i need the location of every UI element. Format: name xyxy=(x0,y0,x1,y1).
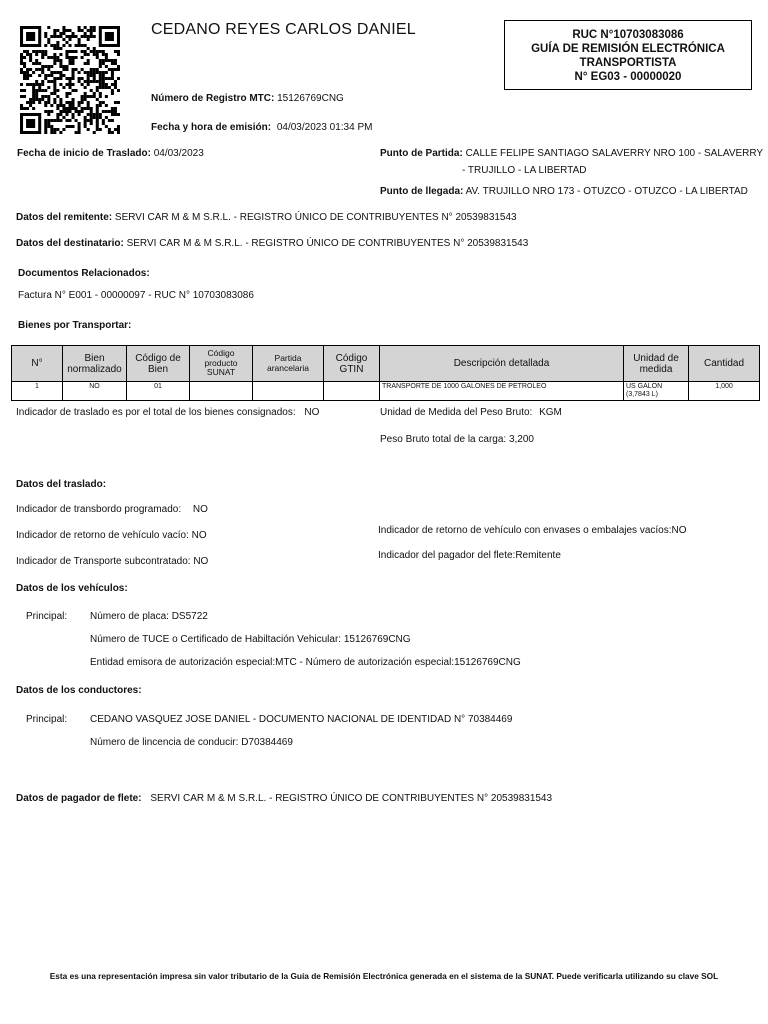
punto-partida xyxy=(380,148,763,159)
llegada-label: Punto de llegada: xyxy=(380,186,464,197)
cell-partida xyxy=(253,382,324,401)
col-header-cantidad: Cantidad xyxy=(689,346,760,382)
cell-cantidad: 1,000 xyxy=(689,382,760,401)
table-row xyxy=(12,382,760,401)
destinatario-value: SERVI CAR M & M S.R.L. - REGISTRO ÚNICO DE CONTRIBUYENTES N° 20539831543 xyxy=(126,238,529,249)
vehiculo-principal-label: Principal: xyxy=(26,611,68,622)
transbordo-value: NO xyxy=(192,504,208,515)
retorno-vacio: Indicador de retorno de vehículo vacío: NO xyxy=(16,530,207,541)
transporte-subcontratado: Indicador de Transporte subcontratado: NO xyxy=(16,556,209,567)
company-name: CEDANO REYES CARLOS DANIEL xyxy=(151,21,416,38)
footer-disclaimer: Esta es una representación impresa sin valor tributario de la Guía de Remisión Electrónica generada en el sistema de la SUNAT. Puede verificarla utilizando su clave SOL xyxy=(49,971,719,981)
retorno-envases: Indicador de retorno de vehículo con envases o embalajes vacíos:NO xyxy=(378,525,687,536)
col-header-codigo-bien: Código de Bien xyxy=(127,346,190,382)
cell-codigo-bien: 01 xyxy=(127,382,190,401)
peso-bruto: Peso Bruto total de la carga: 3,200 xyxy=(380,434,534,445)
punto-llegada xyxy=(380,186,748,197)
vehiculos-title: Datos de los vehículos: xyxy=(16,583,128,594)
cell-unidad: US GALON (3,7843 L) xyxy=(624,382,689,401)
llegada-value: AV. TRUJILLO NRO 173 - OTUZCO - OTUZCO - LA LIBERTAD xyxy=(465,186,748,197)
doc-type-line2: TRANSPORTISTA xyxy=(579,57,677,69)
col-header-partida: Partida arancelaria xyxy=(253,346,324,382)
remitente-value: SERVI CAR M & M S.R.L. - REGISTRO ÚNICO DE CONTRIBUYENTES N° 20539831543 xyxy=(114,212,517,223)
registro-mtc-value: 15126769CNG xyxy=(277,93,344,104)
licencia-conducir: Número de lincencia de conducir: D70384469 xyxy=(90,737,293,748)
registro-mtc-label: Número de Registro MTC: xyxy=(151,93,275,104)
documentos-title: Documentos Relacionados: xyxy=(18,268,150,279)
conductor-nombre: CEDANO VASQUEZ JOSE DANIEL - DOCUMENTO NACIONAL DE IDENTIDAD N° 70384469 xyxy=(90,714,513,725)
bienes-table xyxy=(11,345,760,401)
destinatario-label: Datos del destinatario: xyxy=(16,238,124,249)
partida-value-line2: - TRUJILLO - LA LIBERTAD xyxy=(462,165,587,176)
entidad-emisora: Entidad emisora de autorización especial:MTC - Número de autorización especial:15126769CNG xyxy=(90,657,521,668)
documentos-value: Factura N° E001 - 00000097 - RUC N° 10703083086 xyxy=(18,290,254,301)
datos-traslado-title: Datos del traslado: xyxy=(16,479,107,490)
unidad-peso-label: Unidad de Medida del Peso Bruto: xyxy=(380,407,533,418)
col-header-descripcion: Descripción detallada xyxy=(380,346,624,382)
col-header-codigo-sunat: Código producto SUNAT xyxy=(190,346,253,382)
registro-mtc xyxy=(151,93,344,104)
conductores-title: Datos de los conductores: xyxy=(16,685,142,696)
numero-tuce: Número de TUCE o Certificado de Habiltación Vehicular: 15126769CNG xyxy=(90,634,411,645)
fecha-emision-label: Fecha y hora de emisión: xyxy=(151,122,272,133)
ruc-number: RUC N°10703083086 xyxy=(572,29,684,41)
col-header-bien-normalizado: Bien normalizado xyxy=(63,346,127,382)
remitente-label: Datos del remitente: xyxy=(16,212,113,223)
doc-number: N° EG03 - 00000020 xyxy=(574,71,682,83)
fecha-emision-value: 04/03/2023 01:34 PM xyxy=(276,122,373,133)
transbordo-programado xyxy=(16,504,208,515)
doc-type-line1: GUÍA DE REMISIÓN ELECTRÓNICA xyxy=(531,43,725,55)
conductor-principal-label: Principal: xyxy=(26,714,68,725)
cell-descripcion: TRANSPORTE DE 1000 GALONES DE PETROLEO xyxy=(380,382,624,401)
pagador-flete-indicador: Indicador del pagador del flete:Remitente xyxy=(378,550,561,561)
cell-n: 1 xyxy=(12,382,63,401)
partida-value-line1: CALLE FELIPE SANTIAGO SALAVERRY NRO 100 - SALAVERRY xyxy=(465,148,764,159)
cell-codigo-sunat xyxy=(190,382,253,401)
partida-label: Punto de Partida: xyxy=(380,148,463,159)
total-bienes-value: NO xyxy=(304,407,320,418)
ruc-box xyxy=(504,20,752,90)
col-header-gtin: Código GTIN xyxy=(324,346,380,382)
cell-gtin xyxy=(324,382,380,401)
total-bienes-label: Indicador de traslado es por el total de los bienes consignados: xyxy=(16,407,296,418)
table-header-row xyxy=(12,346,760,382)
qr-code xyxy=(20,26,120,134)
datos-remitente xyxy=(16,212,517,223)
fecha-inicio-label: Fecha de inicio de Traslado: xyxy=(17,148,151,159)
bienes-title: Bienes por Transportar: xyxy=(18,320,132,331)
numero-placa: Número de placa: DS5722 xyxy=(90,611,208,622)
fecha-inicio-traslado xyxy=(17,148,204,159)
transbordo-label: Indicador de transbordo programado: xyxy=(16,504,182,515)
unidad-peso xyxy=(380,407,562,418)
cell-bien-normalizado: NO xyxy=(63,382,127,401)
datos-pagador-flete xyxy=(16,793,552,804)
fecha-inicio-value: 04/03/2023 xyxy=(153,148,204,159)
pagador-value: SERVI CAR M & M S.R.L. - REGISTRO ÚNICO DE CONTRIBUYENTES N° 20539831543 xyxy=(150,793,553,804)
unidad-peso-value: KGM xyxy=(539,407,562,418)
datos-destinatario xyxy=(16,238,528,249)
pagador-label: Datos de pagador de flete: xyxy=(16,793,142,804)
col-header-unidad: Unidad de medida xyxy=(624,346,689,382)
fecha-emision xyxy=(151,122,372,133)
indicador-total-bienes xyxy=(16,407,319,418)
col-header-n: N° xyxy=(12,346,63,382)
